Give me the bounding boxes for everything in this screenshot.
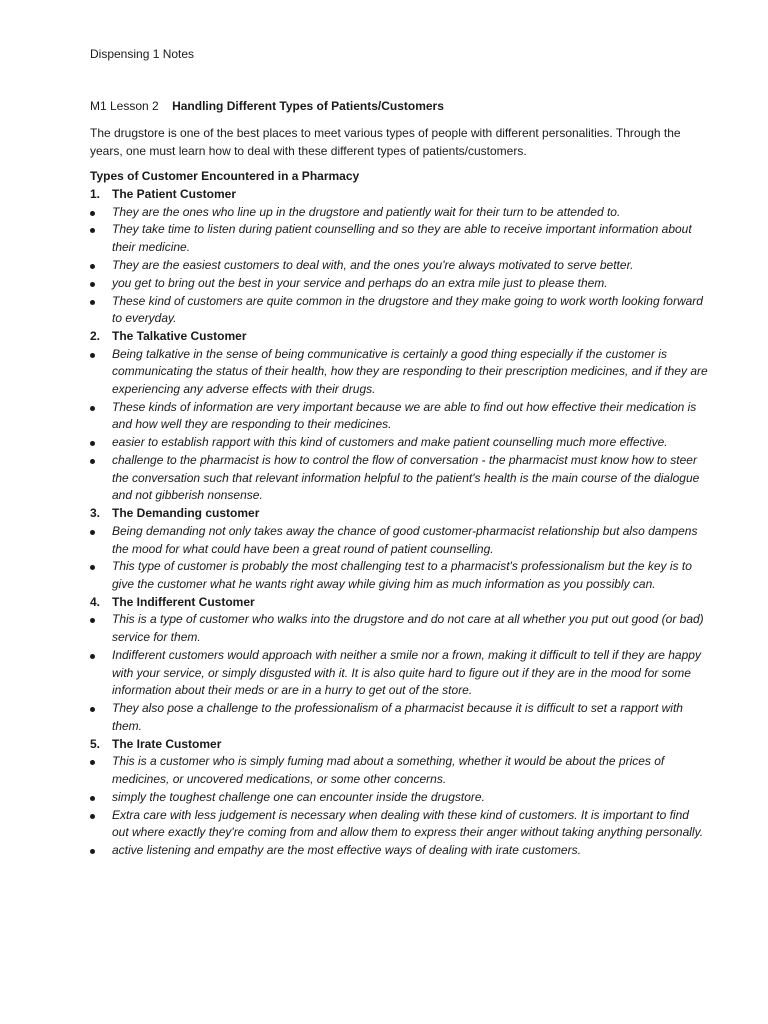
list-item bbox=[90, 221, 708, 256]
list-item-text: Extra care with less judgement is necessary when dealing with these kind of customers. It is important to find out where exactly they're coming from and allow them to express their anger without taking anything personally. bbox=[112, 807, 704, 840]
list-item-text: This is a type of customer who walks into the drugstore and do not care at all whether you put out good (or bad) service for them. bbox=[112, 612, 704, 645]
list-item bbox=[90, 753, 708, 788]
list-item-text: challenge to the pharmacist is how to control the flow of conversation - the pharmacist must know how to steer the conversation such that relevant information helpful to the patient's health is the main course of the dialogue and not gibberish nonsense. bbox=[112, 453, 700, 503]
category-title: The Talkative Customer bbox=[112, 329, 247, 344]
list-item bbox=[90, 346, 708, 399]
list-item bbox=[90, 700, 708, 735]
list-item bbox=[90, 789, 708, 807]
bullet-icon bbox=[90, 530, 95, 535]
category-title: The Indifferent Customer bbox=[112, 594, 255, 609]
category-number: 2. bbox=[90, 329, 101, 344]
bullet-icon bbox=[90, 654, 95, 659]
list-item-text: This is a customer who is simply fuming mad about a something, whether it would be about the prices of medicines, or uncovered medications, or some other concerns. bbox=[112, 754, 665, 786]
list-item bbox=[90, 399, 708, 434]
list-item bbox=[90, 293, 708, 328]
list-item bbox=[90, 257, 708, 275]
list-item bbox=[90, 434, 708, 452]
category-heading bbox=[90, 594, 708, 612]
category-number: 1. bbox=[90, 186, 101, 201]
list-item bbox=[90, 558, 708, 593]
bullet-icon bbox=[90, 406, 95, 411]
category-items bbox=[90, 523, 708, 594]
category-items bbox=[90, 753, 708, 859]
document-header: Dispensing 1 Notes bbox=[90, 47, 195, 61]
list-item-text: They are the easiest customers to deal with, and the ones you're always motivated to serve better. bbox=[112, 257, 634, 272]
category-heading bbox=[90, 328, 708, 346]
list-item-text: easier to establish rapport with this kind of customers and make patient counselling much more effective. bbox=[112, 435, 668, 450]
category-items bbox=[90, 611, 708, 735]
category-items bbox=[90, 346, 708, 505]
list-item bbox=[90, 275, 708, 293]
bullet-icon bbox=[90, 849, 95, 854]
category-number: 3. bbox=[90, 506, 101, 521]
category-number: 4. bbox=[90, 594, 101, 609]
lesson-heading bbox=[90, 98, 708, 116]
bullet-icon bbox=[90, 760, 95, 765]
list-item-text: They take time to listen during patient counselling and so they are able to receive important information about their medicine. bbox=[112, 222, 692, 255]
list-item-text: you get to bring out the best in your service and perhaps do an extra mile just to please them. bbox=[112, 275, 608, 290]
list-item-text: Indifferent customers would approach with neither a smile nor a frown, making it difficult to tell if they are happy with your service, or simply disgusted with it. It is also quite hard to figure out if they are in the mood for some information about their meds or are in a hurry to get out of the store. bbox=[112, 647, 701, 698]
list-item bbox=[90, 611, 708, 646]
category-title: The Patient Customer bbox=[112, 186, 237, 201]
bullet-icon bbox=[90, 353, 95, 358]
bullet-icon bbox=[90, 618, 95, 623]
bullet-icon bbox=[90, 814, 95, 819]
list-item-text: Being talkative in the sense of being communicative is certainly a good thing especially if the customer is communicating the status of their health, how they are responding to their prescription medicines, and if they are experiencing any adverse effects with their drugs. bbox=[112, 346, 708, 396]
list-item-text: These kind of customers are quite common in the drugstore and they make going to work worth looking forward to everyday. bbox=[112, 293, 703, 326]
bullet-icon bbox=[90, 264, 95, 269]
list-item bbox=[90, 807, 708, 842]
list-item-text: They are the ones who line up in the drugstore and patiently wait for their turn to be attended to. bbox=[112, 204, 621, 219]
bullet-icon bbox=[90, 565, 95, 570]
list-item-text: These kinds of information are very important because we are able to find out how effective their medication is and how well they are responding to their medicines. bbox=[112, 399, 697, 432]
list-item bbox=[90, 204, 708, 222]
bullet-icon bbox=[90, 459, 95, 464]
list-item bbox=[90, 842, 708, 860]
bullet-icon bbox=[90, 300, 95, 305]
bullet-icon bbox=[90, 441, 95, 446]
customer-types-list bbox=[90, 186, 708, 860]
bullet-icon bbox=[90, 211, 95, 216]
list-item bbox=[90, 452, 708, 505]
category-items bbox=[90, 204, 708, 328]
category-heading bbox=[90, 505, 708, 523]
category-heading bbox=[90, 736, 708, 754]
category-title: The Demanding customer bbox=[112, 506, 260, 521]
section-title: Types of Customer Encountered in a Pharmacy bbox=[90, 169, 360, 184]
bullet-icon bbox=[90, 228, 95, 233]
category-heading bbox=[90, 186, 708, 204]
list-item-text: This type of customer is probably the most challenging test to a pharmacist's professionalism but the key is to give the customer what he wants right away while giving him as much information as you possibly can. bbox=[112, 559, 692, 591]
bullet-icon bbox=[90, 707, 95, 712]
bullet-icon bbox=[90, 282, 95, 287]
intro-paragraph: The drugstore is one of the best places to meet various types of people with different personalities. Through the years, one must learn how to deal with these different types of patients/customers. bbox=[90, 126, 681, 158]
category-number: 5. bbox=[90, 736, 101, 751]
bullet-icon bbox=[90, 796, 95, 801]
list-item bbox=[90, 647, 708, 700]
list-item-text: They also pose a challenge to the professionalism of a pharmacist because it is difficult to set a rapport with them. bbox=[112, 701, 683, 733]
list-item-text: Being demanding not only takes away the chance of good customer-pharmacist relationship but also dampens the mood for what could have been a great round of patient counselling. bbox=[112, 523, 698, 556]
lesson-title: Handling Different Types of Patients/Customers bbox=[172, 98, 444, 113]
category-title: The Irate Customer bbox=[112, 736, 222, 751]
list-item bbox=[90, 523, 708, 558]
list-item-text: simply the toughest challenge one can encounter inside the drugstore. bbox=[112, 789, 485, 804]
lesson-code: M1 Lesson 2 bbox=[90, 98, 159, 113]
list-item-text: active listening and empathy are the most effective ways of dealing with irate customers. bbox=[112, 842, 581, 857]
